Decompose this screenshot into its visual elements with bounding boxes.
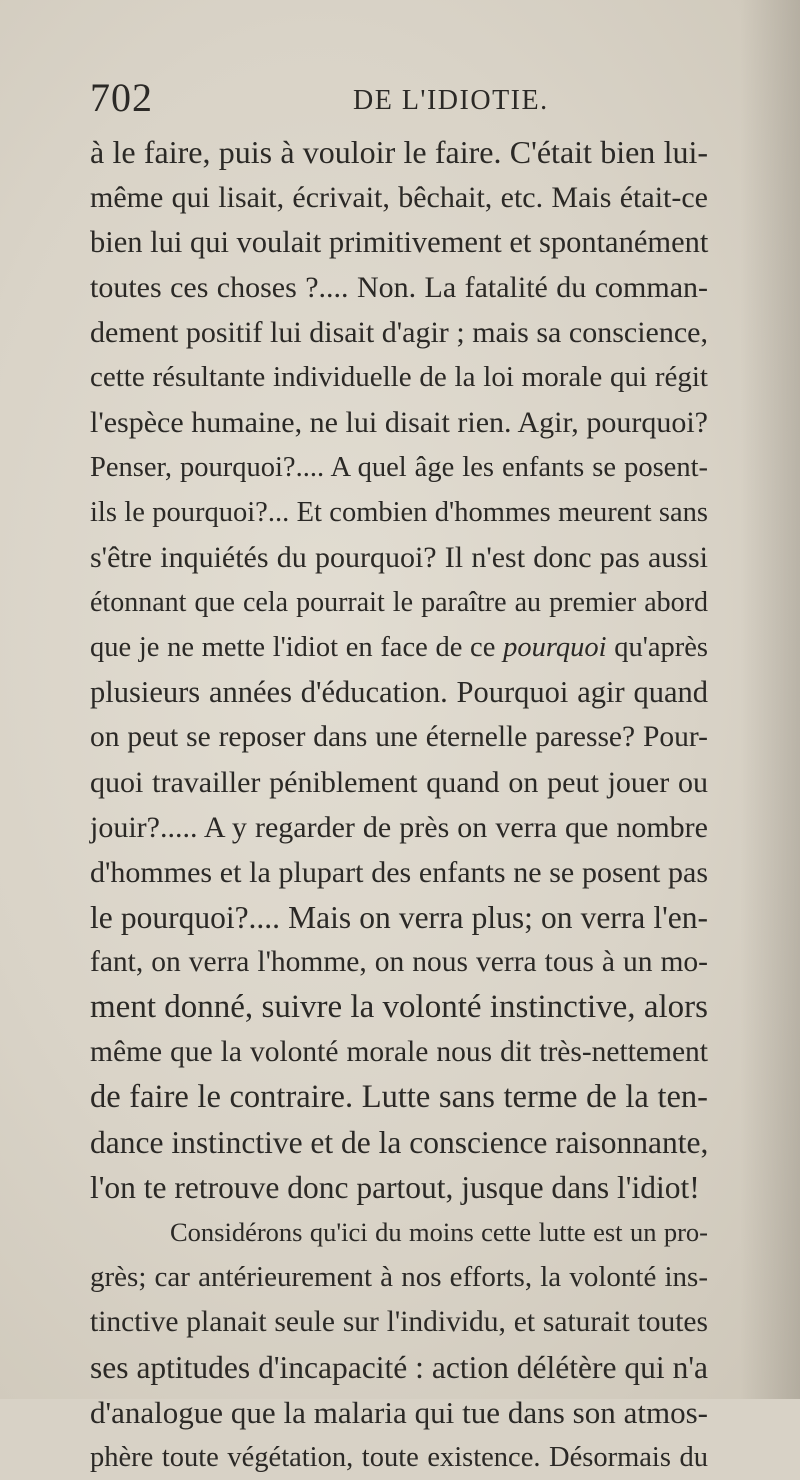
text-line: plusieurs années d'éducation. Pourquoi agir quand	[90, 675, 708, 709]
text-line: s'être inquiétés du pourquoi? Il n'est donc pas aussi	[90, 541, 708, 574]
running-head	[90, 75, 710, 120]
text-line: jouir?..... A y regarder de près on verra que nombre	[90, 811, 708, 844]
text-line: fant, on verra l'homme, on nous verra tous à un mo-	[90, 946, 708, 978]
text-line: tinctive planait seule sur l'individu, et saturait toutes	[90, 1306, 708, 1338]
text-line: bien lui qui voulait primitivement et spontanément	[90, 225, 709, 259]
text-line: ils le pourquoi?... Et combien d'hommes meurent sans	[90, 497, 708, 528]
text-line: le pourquoi?.... Mais on verra plus; on verra l'en-	[90, 900, 708, 935]
paragraph-first-line: Considérons qu'ici du moins cette lutte est un pro-	[170, 1217, 708, 1247]
text-line: quoi travailler péniblement quand on peut jouer ou	[90, 766, 708, 799]
text-segment: que je ne mette l'idiot en face de ce	[90, 632, 504, 663]
text-line: grès; car antérieurement à nos efforts, la volonté ins-	[90, 1261, 708, 1293]
text-segment: qu'après	[606, 632, 708, 663]
text-line: ment donné, suivre la volonté instinctive, alors	[90, 989, 708, 1025]
text-line: cette résultante individuelle de la loi morale qui régit	[90, 361, 708, 393]
body-text	[90, 130, 708, 1480]
text-line: d'analogue que la malaria qui tue dans son atmos-	[90, 1395, 708, 1430]
text-line-with-italic	[90, 625, 708, 670]
text-line: même que la volonté morale nous dit très-nettement	[90, 1036, 708, 1068]
text-line: l'espèce humaine, ne lui disait rien. Agir, pourquoi?	[90, 406, 708, 439]
page-number: 702	[90, 75, 153, 120]
text-line: Penser, pourquoi?.... A quel âge les enfants se posent-	[90, 452, 708, 483]
text-line: de faire le contraire. Lutte sans terme de la ten-	[90, 1079, 708, 1115]
text-line: à le faire, puis à vouloir le faire. C'était bien lui-	[90, 134, 708, 170]
text-line: même qui lisait, écrivait, bêchait, etc. Mais était-ce	[90, 181, 708, 214]
text-line: ses aptitudes d'incapacité : action délétère qui n'a	[90, 1350, 708, 1385]
text-line: toutes ces choses ?.... Non. La fatalité du comman-	[90, 271, 708, 304]
text-line: étonnant que cela pourrait le paraître au premier abord	[90, 587, 708, 618]
running-head-title: DE L'IDIOTIE.	[353, 85, 549, 116]
text-line: phère toute végétation, toute existence. Désormais du	[90, 1442, 708, 1473]
text-line: l'on te retrouve donc partout, jusque dans l'idiot!	[90, 1170, 700, 1205]
page-edge-shadow	[740, 0, 800, 1399]
text-line: dance instinctive et de la conscience raisonnante,	[90, 1125, 709, 1160]
text-line: dement positif lui disait d'agir ; mais sa conscience,	[90, 316, 708, 349]
text-line: on peut se reposer dans une éternelle paresse? Pour-	[90, 721, 708, 753]
text-line: d'hommes et la plupart des enfants ne se posent pas	[90, 856, 708, 889]
italic-word: pourquoi	[503, 632, 607, 663]
